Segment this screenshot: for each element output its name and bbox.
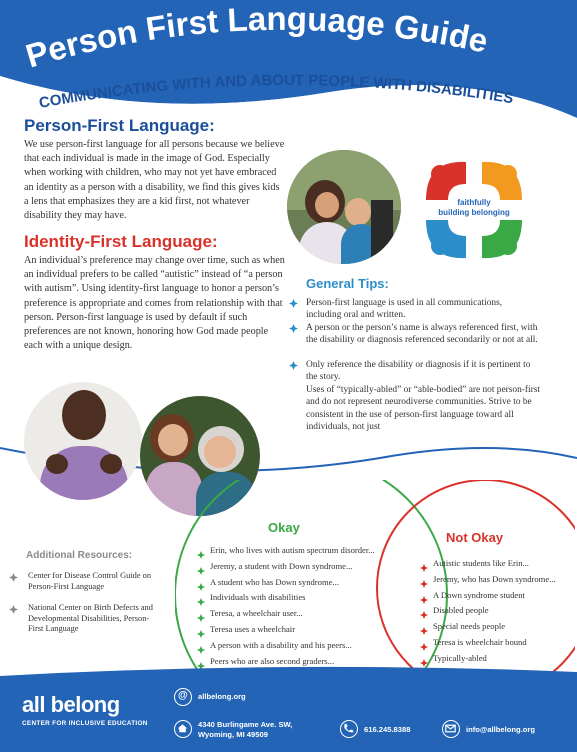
not-okay-item: Typically-abled (433, 652, 487, 663)
tip-item: A person or the person’s name is always referenced first, with the disability or diagnosis referenced secondarily or not at all. (306, 323, 538, 346)
photo-woman-child (287, 150, 401, 264)
website-link[interactable]: allbelong.org (198, 692, 246, 701)
not-okay-item: Jeremy, who has Down syndrome... (433, 573, 556, 584)
okay-item: Teresa uses a wheelchair (210, 624, 296, 634)
bullet-icon (289, 361, 298, 370)
okay-item: A person with a disability and his peers... (210, 639, 352, 650)
bullet-icon (9, 605, 18, 614)
identity-first-body: An individual’s preference may change over time, such as when an individual prefers to be called “autistic” instead of “a person with autism”. Using identity-first language to honor a person’s preference is appropriate and comes from relationship with that person. Person-first language is used by default if such preferences are not known, honoring how God made people each with a unique design. (24, 255, 285, 352)
header-banner (0, 0, 577, 130)
bullet-icon (289, 299, 298, 308)
bullet-icon (197, 567, 205, 575)
phone-icon (340, 720, 358, 738)
not-okay-item: Teresa is wheelchair bound (433, 637, 527, 647)
page-subtitle: COMMUNICATING WITH AND ABOUT PEOPLE WITH DISABILITIES (37, 71, 515, 112)
resource-link-cdc[interactable]: Center for Disease Control Guide on Person-First Language (28, 571, 152, 591)
bullet-icon (197, 551, 205, 559)
email-icon (442, 720, 460, 738)
okay-item: A student who has Down syndrome... (210, 576, 339, 587)
footer-curve (0, 660, 577, 680)
address-line-1: 4340 Burlingame Ave. SW, (198, 720, 293, 729)
not-okay-item: A Down syndrome student (433, 589, 525, 600)
photo-young-man (24, 382, 142, 500)
globe-icon: @ (174, 688, 192, 706)
person-first-body: We use person-first language for all persons because we believe that each individual is made in the image of God. Especially when working with children, who may not yet have embraced an identity as a person with a disability, we find this gives kids a lens that emphasizes they are a kid first, not whatever disability they may have. (24, 139, 285, 222)
home-icon (175, 721, 190, 736)
not-okay-item: Disabled people (433, 605, 489, 616)
phone-number[interactable]: 616.245.8388 (364, 725, 411, 734)
not-okay-item: Special needs people (433, 621, 506, 632)
okay-item: Jeremy, a student with Down syndrome... (210, 560, 353, 571)
page-title: Person First Language Guide (21, 0, 492, 75)
bullet-icon (420, 611, 428, 619)
okay-item: Teresa, a wheelchair user... (210, 608, 303, 619)
footer (0, 676, 577, 752)
person-first-heading: Person-First Language: (24, 116, 215, 135)
resource-link-ncbddd[interactable]: National Center on Birth Defects and Developmental Disabilities, Person-First Language (28, 603, 153, 634)
bullet-icon (420, 627, 428, 635)
bullet-icon (197, 598, 205, 606)
address-line-2: Wyoming, MI 49509 (198, 730, 268, 739)
not-okay-item: Autistic students like Erin... (433, 558, 529, 568)
bullet-icon (420, 596, 428, 604)
brand-logo: all belong (22, 692, 120, 717)
email-link[interactable]: info@allbelong.org (466, 725, 535, 734)
bullet-icon (420, 643, 428, 651)
okay-item: Peers who are also second graders... (210, 655, 335, 666)
okay-item: Individuals with disabilities (210, 592, 306, 603)
bullet-icon (197, 583, 205, 591)
general-tips-heading: General Tips: (306, 276, 389, 291)
bullet-icon (9, 573, 18, 582)
envelope-icon (443, 721, 458, 736)
identity-first-heading: Identity-First Language: (24, 232, 218, 251)
location-pin-icon (174, 720, 192, 738)
faithfully-building-belonging-logo (418, 156, 530, 264)
logo-line-2: building belonging (438, 208, 510, 217)
okay-item: Erin, who lives with autism spectrum disorder... (210, 545, 375, 555)
bullet-icon (420, 580, 428, 588)
logo-line-1: faithfully (457, 198, 491, 207)
bullet-icon (420, 564, 428, 572)
tip-item: Uses of “typically-abled” or “able-bodied” are not person-first and do not represent neurodiverse communities. Strive to be consistent in the use of person-first language toward all individuals, not just (306, 385, 541, 433)
bullet-icon (197, 646, 205, 654)
tip-item: Only reference the disability or diagnosis if it is pertinent to the story. (306, 360, 531, 383)
bullet-icon (197, 614, 205, 622)
bullet-icon (289, 324, 298, 333)
not-okay-heading: Not Okay (446, 530, 504, 545)
okay-heading: Okay (268, 520, 300, 535)
handset-icon (341, 721, 356, 736)
tip-item: Person-first language is used in all communications, including oral and written. (306, 298, 503, 321)
bullet-icon (197, 630, 205, 638)
additional-resources-heading: Additional Resources: (26, 550, 133, 561)
brand-tagline: CENTER FOR INCLUSIVE EDUCATION (22, 720, 148, 727)
